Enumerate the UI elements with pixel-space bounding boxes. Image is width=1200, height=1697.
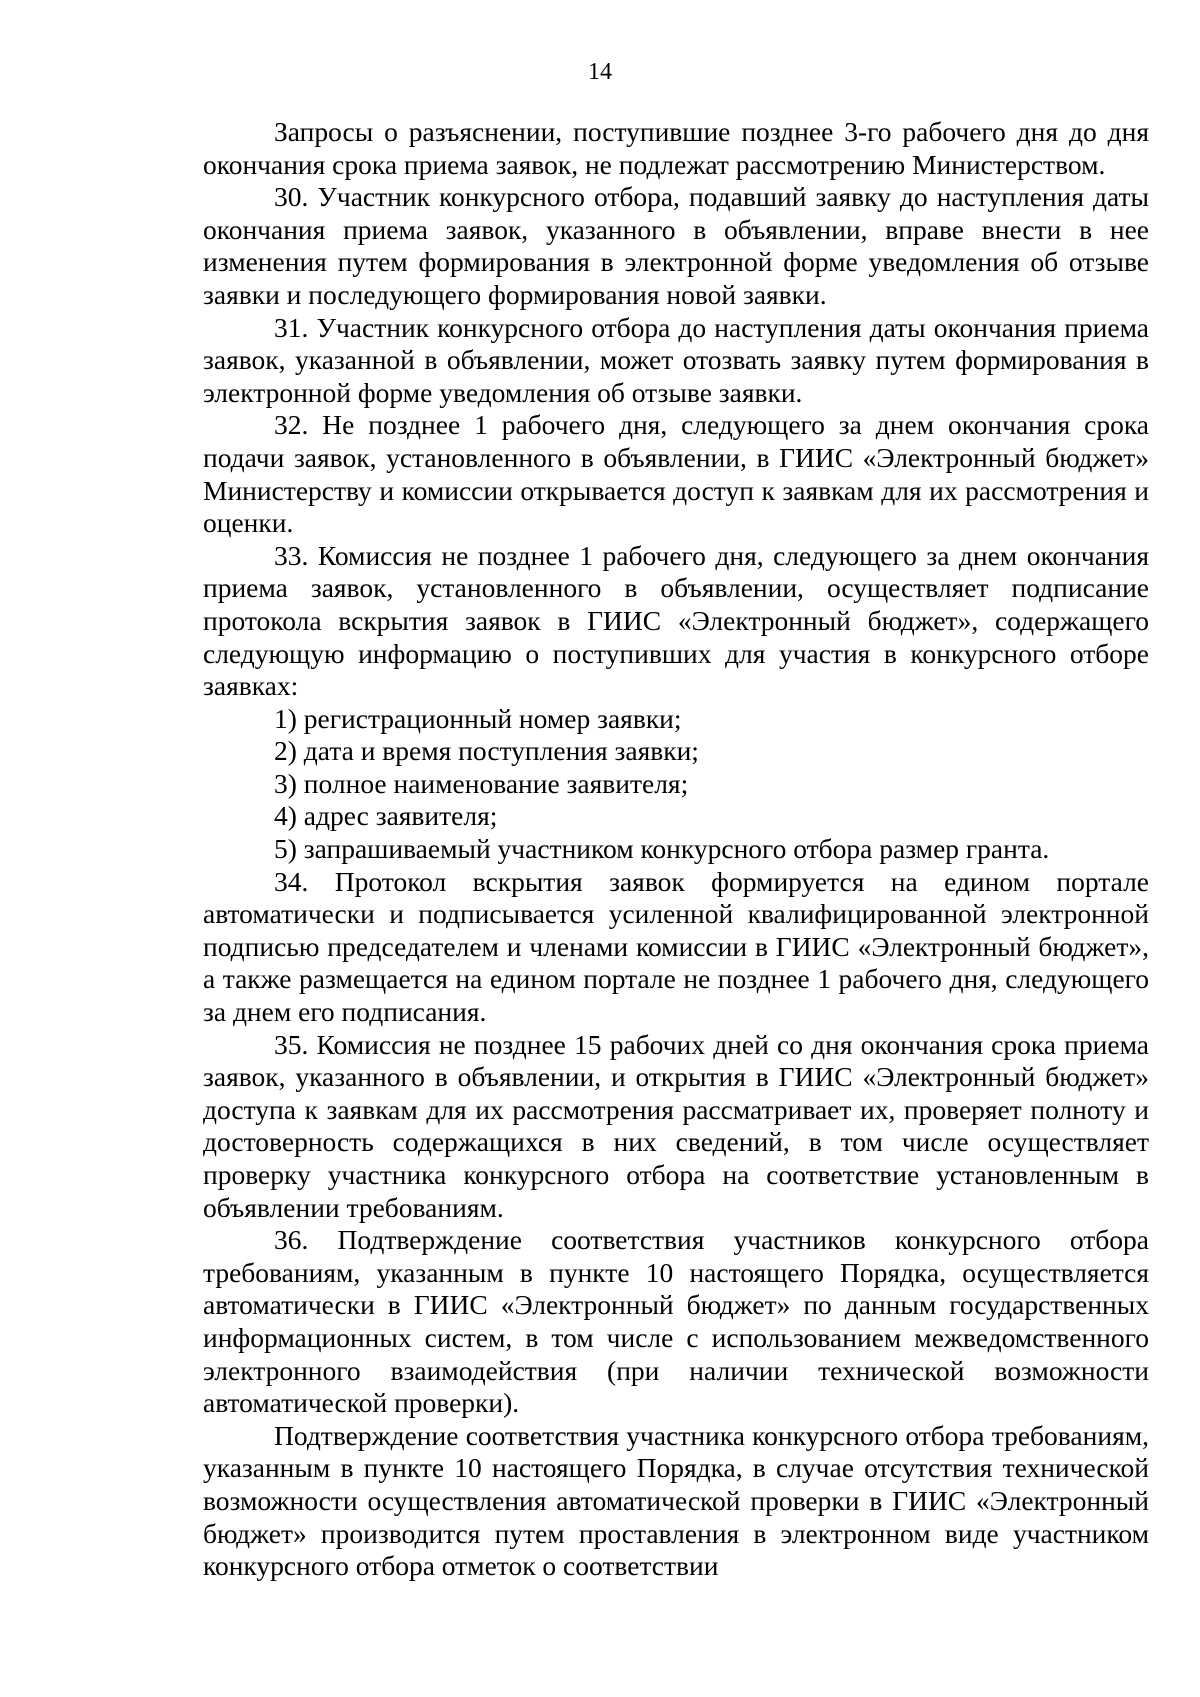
paragraph-36-continuation: Подтверждение соответствия участника конкурсного отбора требованиям, указанным в пункте 10 настоящего Порядка, в случае отсутствия технической возможности осуществления автоматической проверки в ГИИС «Электронный бюджет» производится путем проставления в электронном виде участником конкурсного отбора отметок о соответствии bbox=[203, 1419, 1149, 1582]
paragraph-33: 33. Комиссия не позднее 1 рабочего дня, следующего за днем окончания приема заявок, установленного в объявлении, осуществляет подписание протокола вскрытия заявок в ГИИС «Электронный бюджет», содержащего следующую информацию о поступивших для участия в конкурсного отборе заявках: bbox=[203, 539, 1149, 702]
document-body bbox=[203, 116, 1149, 1583]
paragraph-31: 31. Участник конкурсного отбора до наступления даты окончания приема заявок, указанной в объявлении, может отозвать заявку путем формирования в электронной форме уведомления об отзыве заявки. bbox=[203, 311, 1149, 408]
list-item: 3) полное наименование заявителя; bbox=[274, 767, 689, 799]
list-item: 5) запрашиваемый участником конкурсного отбора размер гранта. bbox=[274, 833, 1050, 865]
list-item: 1) регистрационный номер заявки; bbox=[274, 702, 682, 734]
list-item: 2) дата и время поступления заявки; bbox=[274, 735, 699, 767]
paragraph-36: 36. Подтверждение соответствия участников конкурсного отбора требованиям, указанным в пункте 10 настоящего Порядка, осуществляется автоматически в ГИИС «Электронный бюджет» по данным государственных информационных систем, в том числе с использованием межведомственного электронного взаимодействия (при наличии технической возможности автоматической проверки). bbox=[203, 1224, 1149, 1419]
paragraph-clarification-requests: Запросы о разъяснении, поступившие позднее 3-го рабочего дня до дня окончания срока приема заявок, не подлежат рассмотрению Министерством. bbox=[203, 116, 1149, 180]
paragraph-32: 32. Не позднее 1 рабочего дня, следующего за днем окончания срока подачи заявок, установленного в объявлении, в ГИИС «Электронный бюджет» Министерству и комиссии открывается доступ к заявкам для их рассмотрения и оценки. bbox=[203, 409, 1149, 539]
list-item: 4) адрес заявителя; bbox=[274, 800, 498, 832]
paragraph-34: 34. Протокол вскрытия заявок формируется на едином портале автоматически и подписывается усиленной квалифицированной электронной подписью председателем и членами комиссии в ГИИС «Электронный бюджет», а также размещается на едином портале не позднее 1 рабочего дня, следующего за днем его подписания. bbox=[203, 865, 1149, 1028]
paragraph-30: 30. Участник конкурсного отбора, подавший заявку до наступления даты окончания приема заявок, указанного в объявлении, вправе внести в нее изменения путем формирования в электронной форме уведомления об отзыве заявки и последующего формирования новой заявки. bbox=[203, 181, 1149, 310]
protocol-info-list bbox=[203, 703, 1149, 866]
page-number: 14 bbox=[588, 59, 612, 85]
paragraph-35: 35. Комиссия не позднее 15 рабочих дней со дня окончания срока приема заявок, указанного в объявлении, и открытия в ГИИС «Электронный бюджет» доступа к заявкам для их рассмотрения рассматривает их, проверяет полноту и достоверность содержащихся в них сведений, в том числе осуществляет проверку участника конкурсного отбора на соответствие установленным в объявлении требованиям. bbox=[203, 1028, 1149, 1223]
